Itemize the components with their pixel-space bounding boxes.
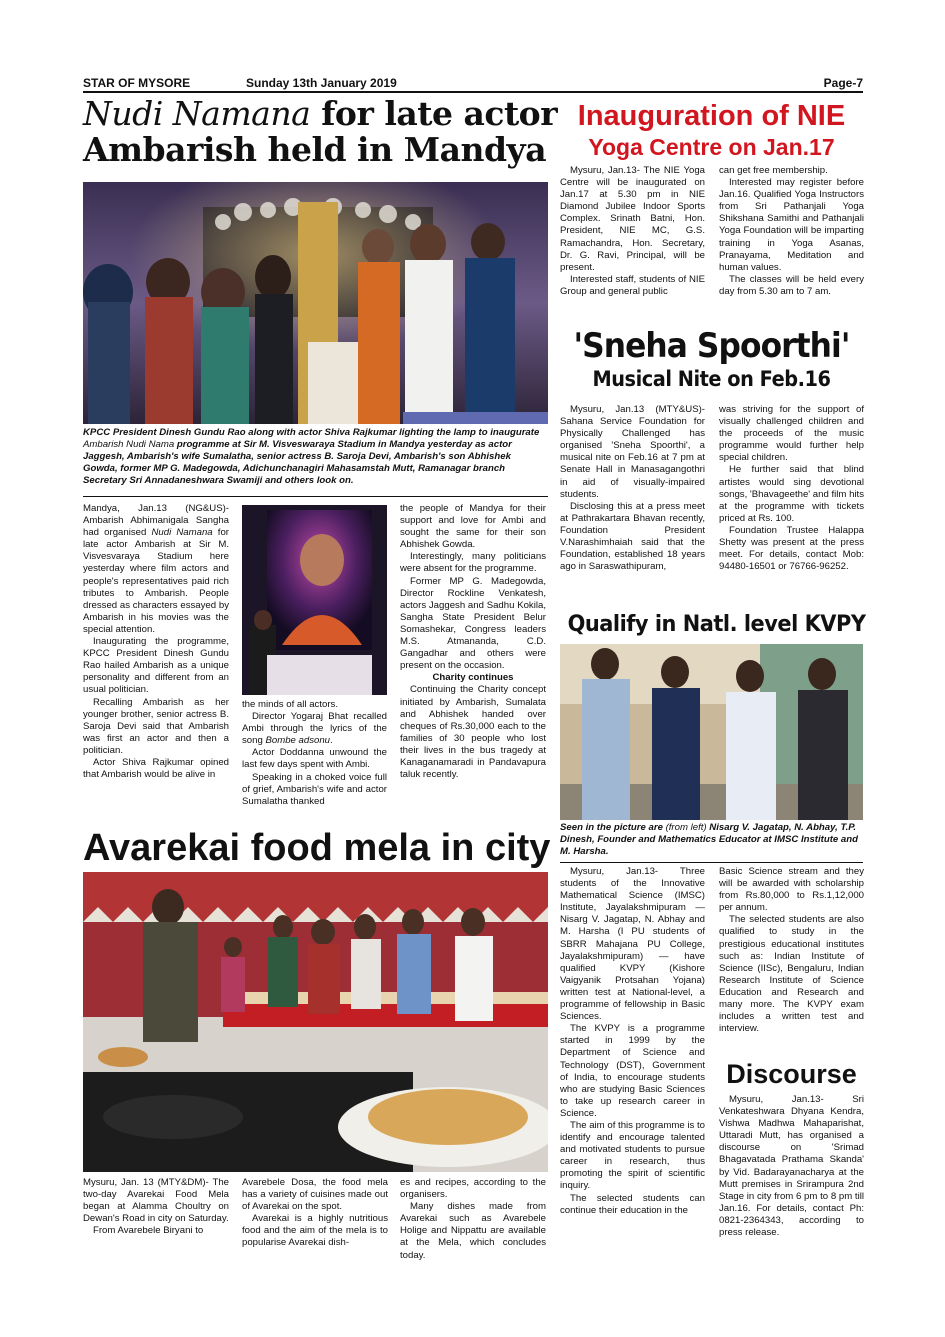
ambarish-paragraph: Interestingly, many politicians were absent for the programme. [400,551,546,575]
caption-divider [83,496,548,497]
kvpy-paragraph: Mysuru, Jan.13- Three students of the Innovative Mathematical Science (IMSC) Institute, Jayalakshmipuram — Nisarg V. Jagatap, N. Abhay and M. Harsha (I PU students of SBRR Mahajana PU College, Jayalakshmipuram) — have qualified KVPY (Kishore Vaigyanik Protsahan Yojana) written test at National-level, a programme of fellowship in Basic Sciences. [560,866,705,1023]
ambarish-italic-text: Nudi Namana [151,527,213,539]
avarekai-headline: Avarekai food mela in city [83,827,551,869]
nie-column-1 [560,165,705,325]
ambarish-italic-text: Bombe adsonu [265,735,331,747]
nie-paragraph: The classes will be held every day from 5.30 am to 7 am. [719,273,864,297]
issue-date: Sunday 13th January 2019 [246,76,397,90]
avarekai-paragraph: es and recipes, according to the organisers. [400,1177,546,1201]
ambarish-paragraph: Actor Doddanna unwound the last few days spent with Ambi. [242,747,387,771]
ambarish-headline-rest: for late actor [310,94,558,133]
kvpy-caption-direction: (from left) [662,822,710,833]
ambarish-paragraph: Recalling Ambarish as her younger brother, senior actress B. Saroja Devi said that Ambarish was first an actor and then a politician. [83,696,229,756]
ambarish-headline-italic: Nudi Namana [83,94,311,133]
ambarish-paragraph: Continuing the Charity concept initiated by Ambarish, Sumalata and Abhishek handed over cheques of Rs.30,000 each to the families of 30 people who lost their lives in the bus tragedy at Kanaganamaradi in Pandavapura taluk recently. [400,684,546,781]
kvpy-paragraph: The aim of this programme is to identify and encourage talented and motivated students to pursue career in research, thus promoting the spirit of scientific inquiry. [560,1119,705,1192]
nie-paragraph: Interested staff, students of NIE Group and general public [560,273,705,297]
sneha-paragraph: Mysuru, Jan.13 (MTY&US)- Sahana Service Foundation for Physically Challenged has organised 'Sneha Spoorthi', a musical nite on Feb.16 at 7 pm at Senate Hall in Manasagangothri in aid of visually-impaired students. [560,404,705,500]
ambarish-column-3 [400,503,546,823]
caption-text-a: KPCC President Dinesh Gundu Rao along with actor Shiva Rajkumar lighting the lamp to inaugurate [83,427,540,438]
ambarish-text: . [330,735,333,747]
avarekai-paragraph: Avarekai is a highly nutritious food and the aim of the mela is to popularise Avarekai dish- [242,1213,388,1249]
sneha-column-1 [560,404,705,604]
ambarish-text: for late actor Ambarish at Sir M. Visvesvaraya Stadium here yesterday where film actors and people's representatives paid rich tributes to Ambarish. People dressed as characters essayed by Ambarish in his movies was the special attention. [83,527,229,635]
ambarish-paragraph [242,711,387,747]
kvpy-caption [560,822,863,860]
ambarish-paragraph: Actor Shiva Rajkumar opined that Ambarish would be alive in [83,756,229,781]
ambarish-paragraph: Inaugurating the programme, KPCC President Dinesh Gundu Rao hailed Ambarish as a unique personality and different from an usual politician. [83,636,229,696]
sneha-paragraph: Disclosing this at a press meet at Pathrakartara Bhavan recently, Foundation President V.Narashimhaiah said that the Foundation, established 18 years ago in Saraswathipuram, [560,500,705,573]
ambarish-portrait-photo [242,505,387,695]
food-mela-photo [83,872,548,1172]
nie-paragraph: Interested may register before Jan.16. Qualified Yoga Instructors from Sri Pathanjali Yoga Shikshana Samithi and Pathanjali Yoga Foundation will be imparting training in Yoga Asanas, Pranayama, Meditation and human values. [719,177,864,273]
kvpy-paragraph: The selected students can continue their education in the [560,1192,705,1216]
sneha-headline-line1: 'Sneha Spoorthi' [573,326,850,366]
newspaper-name: STAR OF MYSORE [83,76,191,90]
masthead [83,75,863,93]
page-number: Page-7 [823,76,863,90]
kvpy-column-2 [719,866,864,1056]
nie-headline [560,98,863,160]
discourse-column [719,1094,864,1264]
ambarish-paragraph: the people of Mandya for their support and love for Ambi and sought the same for their son Abhishek Gowda. [400,503,546,551]
sneha-paragraph: Foundation Trustee Halappa Shetty was present at the press meet. For details, contact Mob: 94480-16501 or 76766-96252. [719,524,864,573]
lamp-lighting-caption [83,427,548,487]
kvpy-caption-lead: Seen in the picture are [560,822,663,833]
caption-text-c: programme at Sir M. Visveswaraya Stadium in Mandya yesterday as actor Jaggesh, Ambarish's wife Sumalatha, senior actress B. Saroja Devi, Ambarish's son Abhishek Gowda, former MP G. Madegowda, Adichunchanagiri Mahasamstah Mutt, Ramanagar branch Secretary Sri Annadaneshwara Swamiji and others look on. [83,439,512,486]
sneha-headline-line2: Musical Nite on Feb.16 [592,367,831,391]
discourse-paragraph: Mysuru, Jan.13- Sri Venkateshwara Dhyana Kendra, Vishwa Madhwa Mahaparishat, Uttaradi Mutt, has organised a discourse on 'Srimad Bhagavatada Prathama Skanda' by Vid. Badarayanacharya at the Mutt premises in Srirampura 2nd Stage in city from 6 pm to 8 pm till Jan.16. For details, contact Ph: 0821-2364343, according to press release. [719,1094,864,1239]
nie-paragraph: Mysuru, Jan.13- The NIE Yoga Centre will be inaugurated on Jan.17 at 5.30 pm in NIE Diamond Jubilee Indoor Sports Complex. Srinath Batni, Hon. President, NIE MC, G.S. Ramachandra, Hon. Secretary, Dr. G. Ravi, Principal, will be present. [560,165,705,273]
nie-headline-line2: Yoga Centre on Jan.17 [588,134,835,160]
kvpy-headline: Qualify in Natl. level KVPY [567,612,866,637]
avarekai-paragraph: Many dishes made from Avarekai such as Avarebele Holige and Nippattu are available at the Mela, which concludes today. [400,1201,546,1261]
ambarish-column-1 [83,503,229,823]
avarekai-column-2 [242,1177,388,1287]
sneha-paragraph: He further said that blind artistes would sing devotional songs, 'Bhavageethe' and film hits at the programme with tickets priced at Rs. 100. [719,464,864,524]
caption-event-name: Ambarish Nudi Nama [83,439,175,450]
kvpy-paragraph: The KVPY is a programme started in 1999 by the Department of Science and Technology (DST), Government of India, to encourage students who are studying Basic Sciences to take up research career in Science. [560,1023,705,1119]
nie-headline-line1: Inauguration of NIE [577,100,846,132]
avarekai-column-1 [83,1177,229,1287]
ambarish-paragraph: Former MP G. Madegowda, Director Rockline Venkatesh, actors Jaggesh and Sadhu Kokila, Sangha State President Belur Somashekar, Congress leaders M.S. Atmananda, C.D. Gangadhar and others were present on the occasion. [400,575,546,672]
nie-column-2 [719,165,864,325]
kvpy-caption-divider [560,862,863,863]
ambarish-text: Mandya, Jan.13 (NG&US)- Ambarish Abhimanigala Sangha had organised [83,503,229,539]
sneha-headline [560,326,863,392]
sneha-paragraph: was striving for the support of visually challenged children and the proceeds of the music programme would further help special children. [719,404,864,464]
lamp-lighting-photo [83,182,548,424]
avarekai-paragraph: Avarebele Dosa, the food mela has a variety of cuisines made out of Avarekai on the spot. [242,1177,388,1213]
nie-paragraph: can get free membership. [719,165,828,176]
sneha-column-2 [719,404,864,604]
kvpy-caption-names: Nisarg V. Jagatap, N. Abhay, T.P. Dinesh, Founder and Mathematics Educator at IMSC Institute and M. Harsha. [560,822,858,857]
charity-subhead: Charity continues [432,672,514,684]
avarekai-column-3 [400,1177,546,1287]
avarekai-paragraph: Mysuru, Jan. 13 (MTY&DM)- The two-day Avarekai Food Mela began at Alamma Choultry on Dewan's Road in city on Saturday. [83,1177,229,1225]
ambarish-headline-line2: Ambarish held in Mandya [83,130,547,169]
ambarish-text: Director Yogaraj Bhat recalled Ambi through the lyrics of the song [242,711,387,747]
ambarish-paragraph [83,503,229,636]
discourse-headline: Discourse [726,1059,857,1089]
kvpy-students-photo [560,644,863,820]
avarekai-paragraph: From Avarebele Biryani to [93,1225,204,1237]
kvpy-column-1 [560,866,705,1266]
ambarish-paragraph: the minds of all actors. [242,699,338,710]
kvpy-paragraph: Basic Science stream and they will be awarded with scholarship from Rs.80,000 to Rs.1,12,000 per annum. [719,866,864,914]
ambarish-column-2 [242,699,387,824]
ambarish-paragraph: Speaking in a choked voice full of grief, Ambarish's wife and actor Sumalatha thanked [242,771,387,807]
kvpy-paragraph: The selected students are also qualified to study in the prestigious educational institutes such as: Indian Institute of Science (IISc), Bengaluru, Indian Research Institute of Science Education and Research and many more. The KVPY exam includes a written test and interview. [719,914,864,1035]
ambarish-headline [83,94,558,169]
